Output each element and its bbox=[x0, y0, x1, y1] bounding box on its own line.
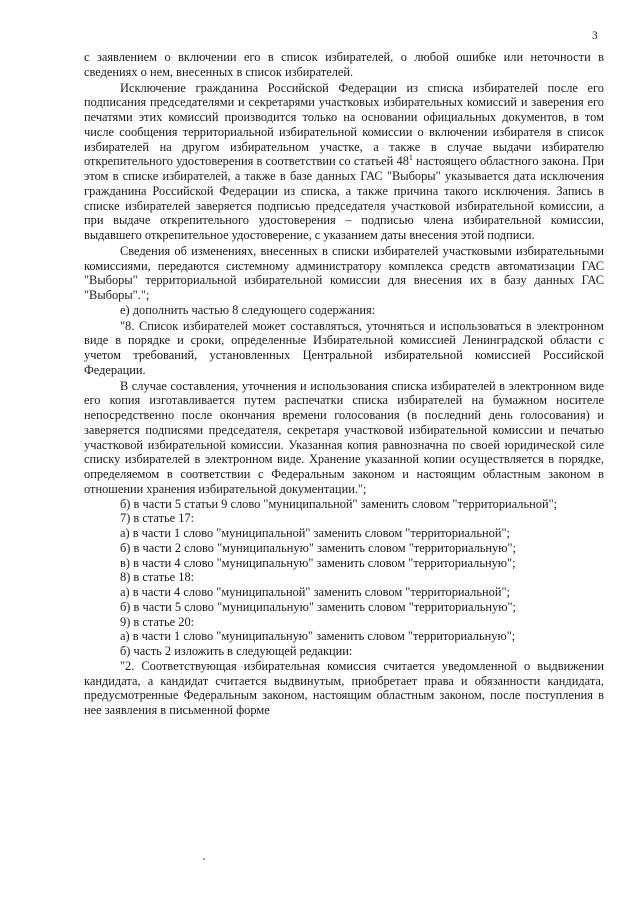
paragraph: в) в части 4 слово "муниципальную" заменить словом "территориальную"; bbox=[120, 555, 516, 570]
paragraph: а) в части 1 слово "муниципальной" заменить словом "территориальной"; bbox=[120, 526, 510, 540]
paragraph: 9) в статье 20: bbox=[120, 614, 195, 629]
page-number: 3 bbox=[592, 30, 598, 42]
paragraph: б) в части 5 статьи 9 слово "муниципальной" заменить словом "территориальной"; bbox=[120, 496, 558, 511]
paragraph: "8. Список избирателей может составляться, уточняться и использоваться в электронном виде в порядке и сроки, определенные Избирательной комиссией Ленинградской области с учетом требований, установленных Центральной избирательной комиссией Российской Федерации. bbox=[84, 318, 604, 377]
paragraph: б) в части 2 слово "муниципальную" заменить словом "территориальную"; bbox=[120, 540, 517, 555]
paragraph: 8) в статье 18: bbox=[120, 570, 195, 585]
paragraph: Исключение гражданина Российской Федерации из списка избирателей после его подписания председателями и секретарями участковых избирательных комиссий и заверения его печатями этих комиссий производится только на основании официальных документов, в том числе сообщения территориальной избирательной комиссии о включении избирателя в список избирателей на другом избирательном участке, а также в случае выдачи избирателю открепительного удостоверения в соответствии со статьей $48^1$ настоящего областного закона. При этом в списке избирателей, а также в базе данных ГАС "Выборы" указывается дата исключения гражданина Российской Федерации из списка, а также причина такого исключения. Запись в списке избирателей заверяется подписью председателя участковой избирательной комиссии, а при выдаче открепительного удостоверения – подписью члена избирательной комиссии, выдавшего открепительное удостоверение, с указанием даты внесения этой подписи. bbox=[84, 80, 604, 242]
paragraph: Сведения об изменениях, внесенных в списки избирателей участковыми избирательными комиссиями, передаются системному администратору комплекса средств автоматизации ГАС "Выборы" территориальной избирательной комиссии для внесения их в базу данных ГАС "Выборы"."; bbox=[84, 243, 604, 302]
superscript: 1 bbox=[408, 153, 413, 163]
paragraph: а) в части 1 слово "муниципальную" заменить словом "территориальную"; bbox=[120, 629, 516, 644]
paragraph: с заявлением о включении его в список избирателей, о любой ошибке или неточности в сведениях о нем, внесенных в список избирателей. bbox=[84, 50, 604, 79]
paragraph: а) в части 4 слово "муниципальной" заменить словом "территориальной"; bbox=[120, 585, 510, 599]
scan-speck bbox=[203, 858, 205, 860]
paragraph: е) дополнить частью 8 следующего содержания: bbox=[120, 302, 376, 317]
document-body bbox=[84, 50, 604, 718]
paragraph: б) часть 2 изложить в следующей редакции: bbox=[120, 644, 353, 658]
paragraph: 7) в статье 17: bbox=[120, 511, 195, 526]
paragraph: б) в части 5 слово "муниципальную" заменить словом "территориальную"; bbox=[120, 599, 517, 614]
paragraph: "2. Соответствующая избирательная комиссия считается уведомленной о выдвижении кандидата, а кандидат считается выдвинутым, приобретает права и обязанности кандидата, предусмотренные Федеральным законом, настоящим областным законом, после поступления в нее заявления в письменной форме bbox=[84, 658, 604, 717]
paragraph: В случае составления, уточнения и использования списка избирателей в электронном виде его копия изготавливается путем распечатки списка избирателей на бумажном носителе непосредственно после окончания времени голосования (в последний день голосования) и заверяется подписями председателя, секретаря участковой избирательной комиссии и печатью участковой избирательной комиссии. Указанная копия равнозначна по своей юридической силе списку избирателей в электронном виде. Хранение указанной копии осуществляется в порядке, определяемом в соответствии с Федеральным законом и настоящим областным законом в отношении хранения избирательной документации."; bbox=[84, 378, 604, 496]
